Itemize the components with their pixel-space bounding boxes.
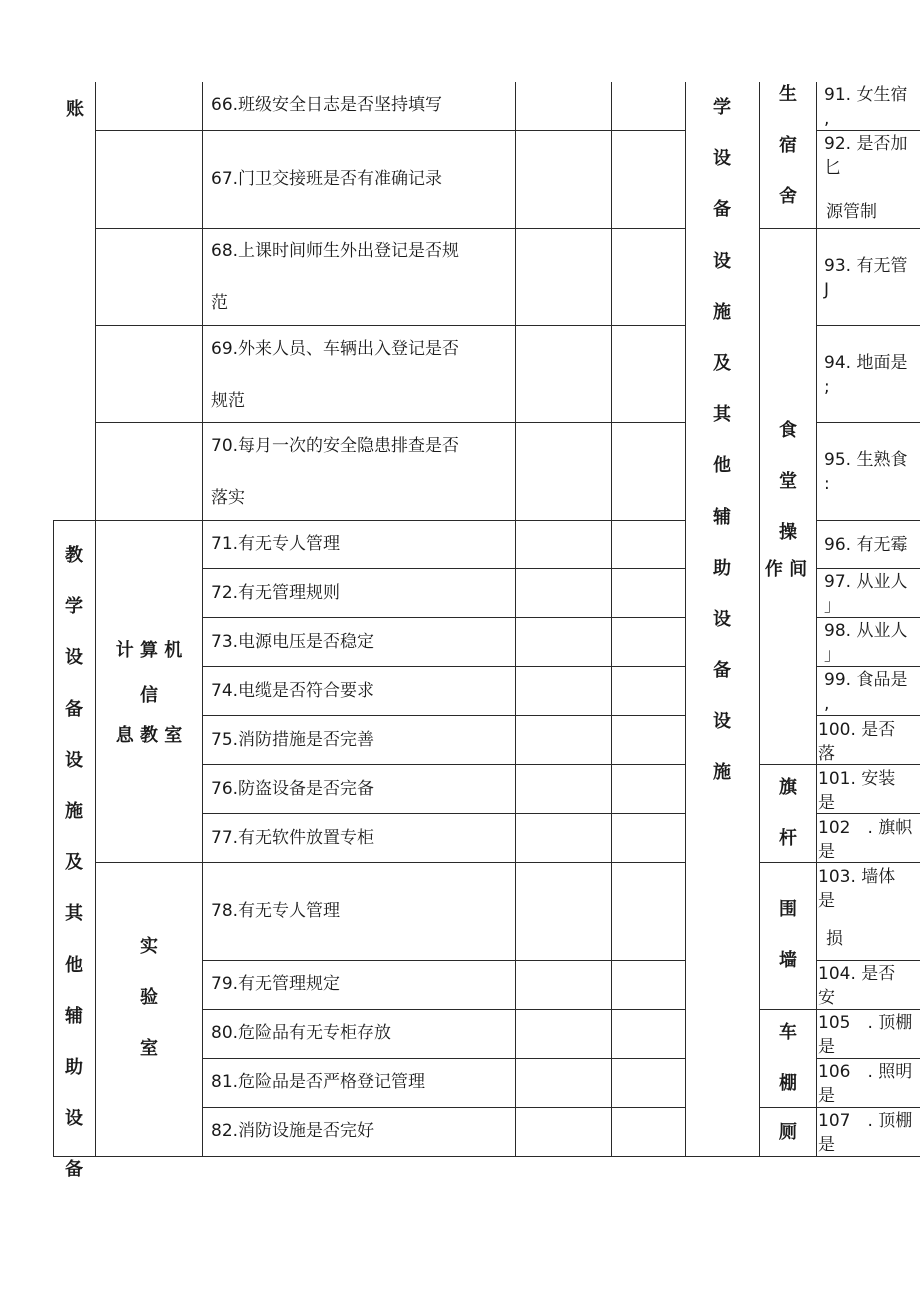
row-divider [202,568,685,569]
table-bottom-border [53,1156,685,1157]
row-divider [816,960,920,961]
subcategory-canteen: 食 堂 操 作 间 [764,420,808,580]
row-divider [816,568,920,569]
item-82: 82.消防设施是否完好 [211,1121,375,1141]
table-border [611,82,612,1157]
row-divider [816,520,920,521]
item-98: 98. 从业人 」 [824,621,908,665]
item-97: 97. 从业人 」 [824,572,908,616]
row-divider [202,617,685,618]
category-label-ledger: 账 [66,99,84,120]
table-border [816,82,817,1157]
subcategory-dorm: 生 宿 舍 [779,84,797,207]
row-divider [53,520,685,521]
row-divider [95,228,685,229]
item-99: 99. 食品是 , [824,670,908,714]
item-75: 75.消防措施是否完善 [211,730,375,750]
row-divider [202,1107,685,1108]
item-77: 77.有无软件放置专柜 [211,828,375,848]
item-101: 101. 安装 是 [818,769,896,813]
table-border [759,82,760,1157]
item-104: 104. 是否 安 [818,964,896,1008]
table-border [515,82,516,1157]
row-divider [202,715,685,716]
item-71: 71.有无专人管理 [211,534,341,554]
item-67: 67.门卫交接班是否有准确记录 [211,169,443,189]
item-72: 72.有无管理规则 [211,583,341,603]
row-divider [202,1058,685,1059]
item-92: 92. 是否加 匕 源管制 [824,134,908,222]
item-102: 102 . 旗帜 是 [818,818,913,862]
row-divider [95,325,685,326]
row-divider [202,813,685,814]
subcategory-lab: 实 验 室 [140,936,158,1059]
item-68: 68.上课时间师生外出登记是否规 范 [211,241,460,313]
row-divider [816,325,920,326]
row-divider [202,666,685,667]
item-106: 106 . 照明 是 [818,1062,913,1106]
item-76: 76.防盗设备是否完备 [211,779,375,799]
item-103: 103. 墙体 是 损 [818,867,896,949]
row-divider [95,862,685,863]
item-73: 73.电源电压是否稳定 [211,632,375,652]
item-105: 105 . 顶棚 是 [818,1013,913,1057]
item-70: 70.每月一次的安全隐患排查是否 落实 [211,436,460,508]
item-80: 80.危险品有无专柜存放 [211,1023,392,1043]
item-81: 81.危险品是否严格登记管理 [211,1072,426,1092]
table-border [685,82,686,1157]
item-100: 100. 是否 落 [818,720,896,764]
subcategory-computer-room: 计 算 机 信 息 教 室 [115,640,183,746]
row-divider [759,228,920,229]
subcategory-wall: 围 墙 [779,899,797,971]
table-border [202,82,203,1157]
subcategory-flagpole: 旗 杆 [779,777,797,849]
row-divider [202,1009,685,1010]
item-79: 79.有无管理规定 [211,974,341,994]
item-69: 69.外来人员、车辆出入登记是否 规范 [211,339,460,411]
row-divider [816,422,920,423]
item-66: 66.班级安全日志是否坚持填写 [211,95,443,115]
item-96: 96. 有无霉 [824,535,908,555]
category-label-other-facilities: 学 设 备 设 施 及 其 他 辅 助 设 备 设 施 [713,97,731,784]
item-78: 78.有无专人管理 [211,901,341,921]
item-94: 94. 地面是 ; [824,353,908,397]
item-91: 91. 女生宿 , [824,85,908,129]
table-border [53,520,54,1157]
row-divider [95,130,685,131]
row-divider [202,764,685,765]
subcategory-bike-shed: 车 棚 [779,1022,797,1094]
item-93: 93. 有无管 J [824,256,908,300]
item-107: 107 . 顶棚 是 [818,1111,913,1155]
subcategory-toilet: 厕 [779,1122,797,1143]
item-95: 95. 生熟食 : [824,450,908,494]
item-74: 74.电缆是否符合要求 [211,681,375,701]
row-divider [95,422,685,423]
row-divider [202,960,685,961]
category-label-teaching-facilities: 教 学 设 备 设 施 及 其 他 辅 助 设 备 [65,545,83,1181]
